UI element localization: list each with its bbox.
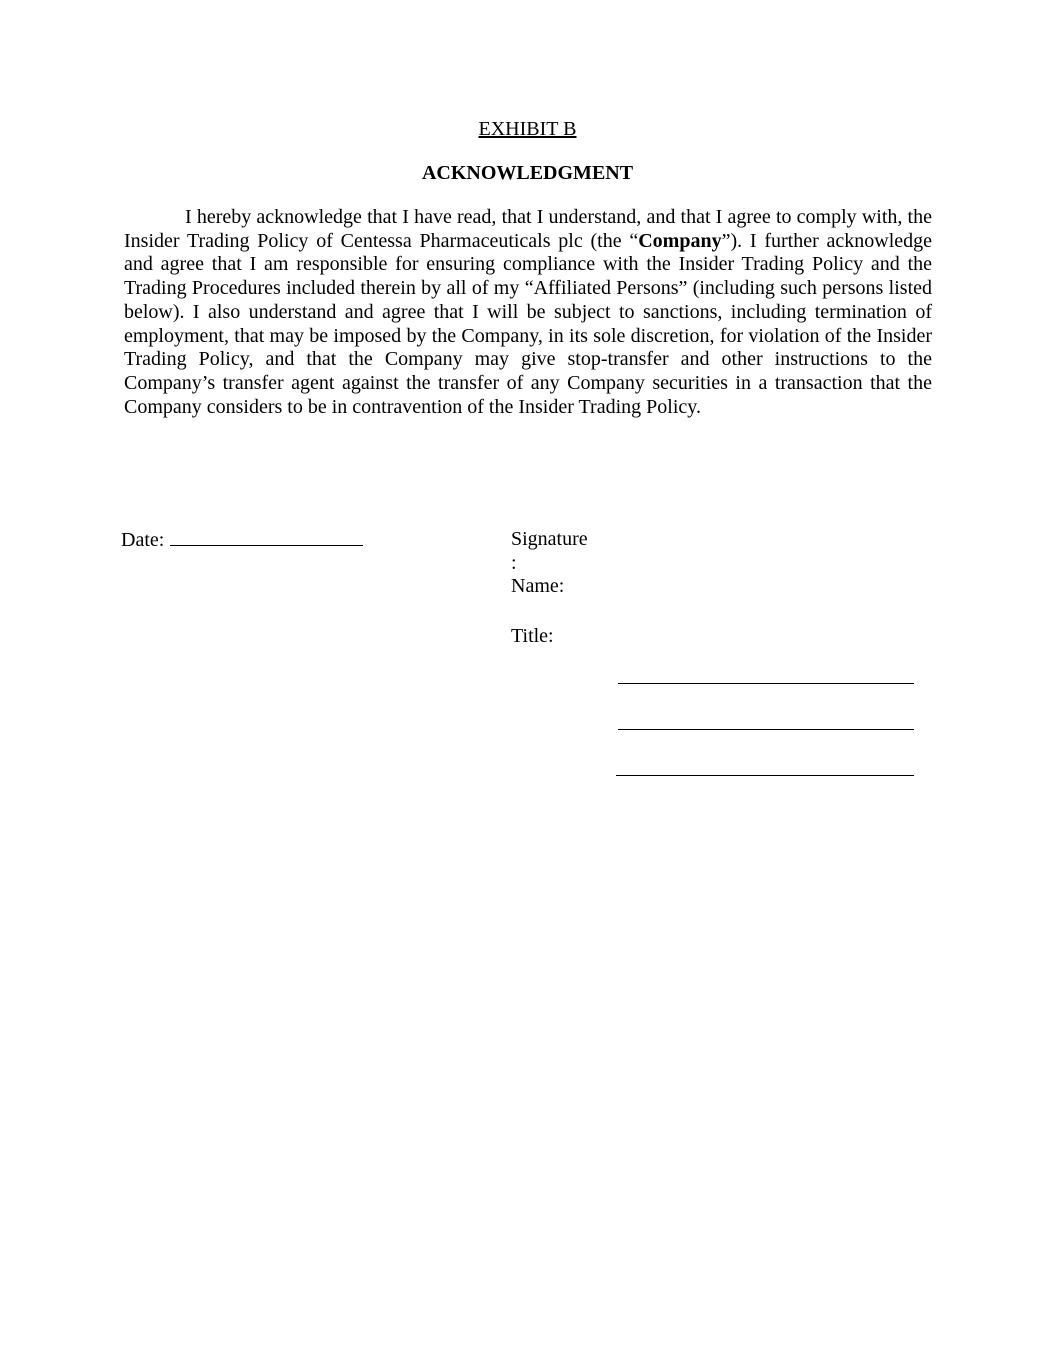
defined-term-company: Company (638, 229, 722, 252)
signature-blank-line[interactable] (618, 683, 914, 684)
paragraph-text-part-2: ”). I further acknowledge and agree that I am responsible for ensuring compliance with the Insider Trading Policy and the Trading Procedures included therein by all of my “Affiliated Persons” (including such persons listed below). I also understand and agree that I will be subject to sanctions, including termination of employment, that may be imposed by the Company, in its sole discretion, for violation of the Insider Trading Policy, and that the Company may give stop-transfer and other instructions to the Company’s transfer agent against the transfer of any Company securities in a transaction that the Company considers to be in contravention of the Insider Trading Policy. (124, 229, 933, 418)
paragraph-text-part-1: I hereby acknowledge that I have read, that I understand, and that I agree to comply with, the Insider Trading Policy of Centessa Pharmaceuticals plc (the “ (124, 206, 932, 252)
signature-label-colon: : (511, 552, 517, 574)
date-blank-line[interactable] (170, 527, 363, 546)
exhibit-title: EXHIBIT B (478, 118, 577, 140)
date-field (121, 527, 363, 552)
title-blank-line[interactable] (616, 775, 914, 776)
name-blank-line[interactable] (618, 729, 914, 730)
acknowledgment-paragraph (124, 206, 932, 419)
title-label: Title: (511, 625, 554, 647)
page-heading: ACKNOWLEDGMENT (421, 162, 634, 184)
date-label: Date: (121, 529, 165, 551)
signature-label: Signature (511, 528, 588, 550)
name-label: Name: (511, 575, 565, 597)
